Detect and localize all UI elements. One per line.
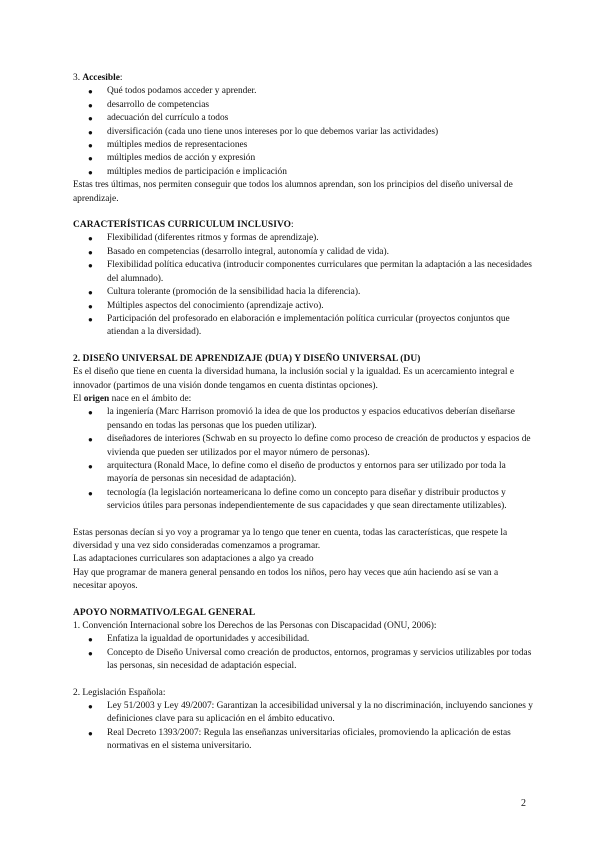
list-item bbox=[73, 286, 533, 299]
list-item-text: arquitectura (Ronald Mace, lo define como el diseño de productos y entornos para ser utilizado por toda la mayoría de personas sin necesidad de adaptación). bbox=[107, 460, 506, 485]
origin-line bbox=[73, 393, 533, 406]
list-item-text: múltiples medios de acción y expresión bbox=[107, 153, 256, 164]
curriculum-title: CARACTERÍSTICAS CURRICULUM INCLUSIVO bbox=[73, 220, 292, 231]
list-item-text: Real Decreto 1393/2007: Regula las enseñanzas universitarias oficiales, promoviendo la aplicación de estas normativas en el sistema universitario. bbox=[107, 727, 511, 752]
list-item bbox=[73, 99, 533, 112]
bullet-icon: ● bbox=[88, 488, 93, 498]
list-item-text: Múltiples aspectos del conocimiento (aprendizaje activo). bbox=[107, 300, 324, 311]
curricular-adaptations-line: Las adaptaciones curriculares son adaptaciones a algo ya creado bbox=[73, 554, 314, 565]
origin-keyword: origen bbox=[83, 393, 110, 404]
list-item-text: tecnología (la legislación norteamericana lo define como un concepto para diseñar y distribuir productos y servicios útiles para personas independientemente de sus capacidades y que sean directamente utilizables). bbox=[107, 487, 507, 512]
bullet-icon: ● bbox=[88, 141, 93, 151]
list-item bbox=[73, 126, 533, 139]
list-item bbox=[73, 633, 533, 646]
bullet-icon: ● bbox=[88, 167, 93, 177]
bullet-icon: ● bbox=[88, 301, 93, 311]
list-item-text: Concepto de Diseño Universal como creación de productos, entornos, programas y servicios utilizables por todas las personas, sin necesidad de adaptación especial. bbox=[107, 647, 532, 672]
list-item bbox=[73, 313, 533, 340]
bullet-icon: ● bbox=[88, 461, 93, 471]
bullet-icon: ● bbox=[88, 127, 93, 137]
list-item-text: Flexibilidad (diferentes ritmos y formas de aprendizaje). bbox=[107, 233, 319, 244]
heading-colon: : bbox=[291, 220, 294, 231]
list-item bbox=[73, 259, 533, 286]
list-item bbox=[73, 139, 533, 152]
page-content bbox=[73, 72, 533, 754]
list-item bbox=[73, 232, 533, 245]
list-item-text: múltiples medios de representaciones bbox=[107, 140, 248, 151]
accesible-list bbox=[73, 85, 533, 179]
bullet-icon: ● bbox=[88, 154, 93, 164]
section-accesible-heading bbox=[73, 72, 533, 85]
spanish-legislation-list bbox=[73, 700, 533, 754]
dua-intro-paragraph: Es el diseño que tiene en cuenta la diversidad humana, la inclusión social y la igualdad. Es un acercamiento integral e innovador (partimos de una visión donde tengamos en cuenta distintas opciones). bbox=[73, 367, 514, 391]
convention-subheading: 1. Convención Internacional sobre los Derechos de las Personas con Discapacidad (ONU, 2006): bbox=[73, 621, 437, 632]
origin-suffix: nace en el ámbito de: bbox=[109, 393, 192, 404]
accesible-closing-paragraph: Estas tres últimas, nos permiten conseguir que todos los alumnos aprendan, son los principios del diseño universal de aprendizaje. bbox=[73, 180, 513, 204]
origin-list bbox=[73, 406, 533, 513]
general-programming-paragraph: Hay que programar de manera general pensando en todos los niños, pero hay veces que aún haciendo así se van a necesitar apoyos. bbox=[73, 567, 499, 592]
dua-heading: 2. DISEÑO UNIVERSAL DE APRENDIZAJE (DUA) Y DISEÑO UNIVERSAL (DU) bbox=[73, 353, 421, 364]
list-item bbox=[73, 152, 533, 165]
bullet-icon: ● bbox=[88, 435, 93, 445]
list-item-text: Ley 51/2003 y Ley 49/2007: Garantizan la accesibilidad universal y la no discriminación, incluyendo sanciones y definiciones clave para su aplicación en el ámbito educativo. bbox=[107, 701, 533, 725]
bullet-icon: ● bbox=[88, 100, 93, 110]
page-number: 2 bbox=[521, 798, 526, 809]
programming-paragraph: Estas personas decían si yo voy a programar ya lo tengo que tener en cuenta, todas las características, que respete la diversidad y una vez sido consideradas comenzamos a programar. bbox=[73, 527, 508, 551]
bullet-icon: ● bbox=[88, 314, 93, 324]
bullet-icon: ● bbox=[88, 87, 93, 97]
list-item-text: Cultura tolerante (promoción de la sensibilidad hacia la diferencia). bbox=[107, 287, 361, 298]
list-item bbox=[73, 406, 533, 433]
bullet-icon: ● bbox=[88, 247, 93, 257]
bullet-icon: ● bbox=[88, 288, 93, 298]
convention-list bbox=[73, 633, 533, 673]
bullet-icon: ● bbox=[88, 728, 93, 738]
list-item-text: diversificación (cada uno tiene unos intereses por lo que debemos variar las actividades) bbox=[107, 126, 439, 137]
list-item-text: desarrollo de competencias bbox=[107, 99, 210, 110]
origin-prefix: El bbox=[73, 393, 84, 404]
list-item bbox=[73, 460, 533, 487]
list-item bbox=[73, 433, 533, 460]
bullet-icon: ● bbox=[88, 234, 93, 244]
list-item bbox=[73, 300, 533, 313]
list-item-text: diseñadores de interiores (Schwab en su proyecto lo define como proceso de creación de productos y espacios de vivienda que pueden ser utilizados por el mayor número de personas). bbox=[107, 434, 531, 458]
bullet-icon: ● bbox=[88, 114, 93, 124]
legal-support-heading: APOYO NORMATIVO/LEGAL GENERAL bbox=[73, 607, 256, 618]
curriculum-list bbox=[73, 232, 533, 339]
list-item bbox=[73, 246, 533, 259]
bullet-icon: ● bbox=[88, 702, 93, 712]
section-title: Accesible bbox=[82, 73, 120, 83]
list-item-text: Qué todos podamos acceder y aprender. bbox=[107, 86, 257, 97]
list-item bbox=[73, 166, 533, 179]
list-item bbox=[73, 85, 533, 98]
list-item-text: múltiples medios de participación e implicación bbox=[107, 166, 287, 177]
list-item-text: Basado en competencias (desarrollo integral, autonomía y calidad de vida). bbox=[107, 246, 389, 257]
list-item bbox=[73, 727, 533, 754]
heading-colon: : bbox=[119, 73, 123, 83]
list-item-text: adecuación del currículo a todos bbox=[107, 113, 229, 124]
section-number: 3. bbox=[73, 73, 83, 83]
bullet-icon: ● bbox=[88, 648, 93, 658]
list-item-text: Enfatiza la igualdad de oportunidades y accesibilidad. bbox=[107, 634, 310, 645]
bullet-icon: ● bbox=[88, 635, 93, 645]
spanish-legislation-subheading: 2. Legislación Española: bbox=[73, 687, 166, 698]
list-item bbox=[73, 700, 533, 727]
list-item bbox=[73, 647, 533, 674]
curriculum-heading bbox=[73, 219, 533, 232]
bullet-icon: ● bbox=[88, 261, 93, 271]
list-item-text: Participación del profesorado en elaboración e implementación política curricular (proyectos conjuntos que atiendan a la diversidad). bbox=[107, 313, 510, 338]
list-item bbox=[73, 487, 533, 514]
bullet-icon: ● bbox=[88, 408, 93, 418]
list-item-text: la ingeniería (Marc Harrison promovió la idea de que los productos y espacios educativos deberían diseñarse pensando en todas las personas que los pueden utilizar). bbox=[107, 407, 515, 431]
list-item-text: Flexibilidad política educativa (introducir componentes curriculares que permitan la adaptación a las necesidades del alumnado). bbox=[107, 260, 532, 284]
list-item bbox=[73, 112, 533, 125]
